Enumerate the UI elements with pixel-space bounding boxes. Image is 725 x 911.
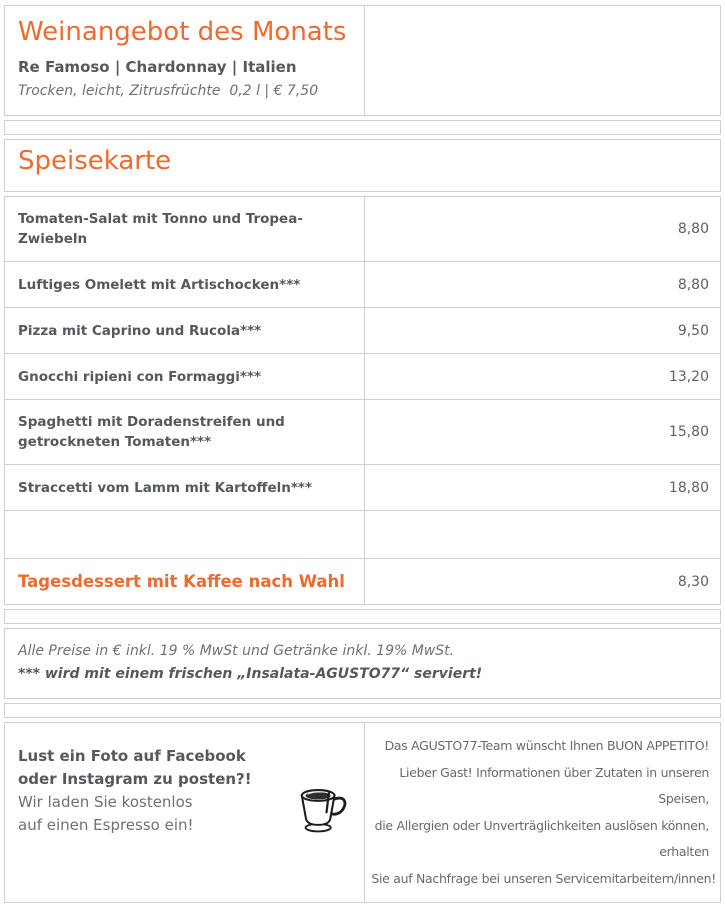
menu-title: Speisekarte [18,146,172,176]
dish-name: Pizza mit Caprino und Rucola*** [5,308,365,353]
dish-name: Tomaten-Salat mit Tonno und Tropea-Zwiebeln [5,197,365,261]
salad-note: *** wird mit einem frischen „Insalata-AGUSTO77“ serviert! [18,666,483,682]
dish-price: 9,50 [677,322,709,339]
social-invite-line-4: auf einen Espresso ein! [18,816,194,834]
table-row [5,261,720,307]
table-row [5,464,720,510]
dish-name: Luftiges Omelett mit Artischocken*** [5,262,365,307]
spacer-row [4,120,721,135]
dish-price: 8,80 [677,221,709,237]
dish-name [5,511,365,558]
wine-offer-title: Weinangebot des Monats [18,17,347,47]
table-row [5,197,720,261]
spacer-row [4,609,721,624]
social-invite-line-3: Wir laden Sie kostenlos [18,793,193,811]
dish-name: Gnocchi ripieni con Formaggi*** [5,354,365,399]
table-row [5,307,720,353]
wine-offer-section [4,5,721,116]
team-message-line: die Allergien oder Unverträglichkeiten auslösen können, [374,817,709,833]
team-message-line: Das AGUSTO77-Team wünscht Ihnen BUON APPETITO! [384,738,709,753]
wine-offer-empty-cell [365,6,720,115]
footer-section [4,722,721,903]
wine-description: Trocken, leicht, Zitrusfrüchte 0,2 l | € 7,50 [18,83,319,99]
espresso-cup-icon [292,783,348,835]
table-row [5,399,720,464]
team-message-line: Lieber Gast! Informationen über Zutaten in unseren [399,764,709,780]
price-notes-section [4,628,721,699]
dish-name: Spaghetti mit Doradenstreifen und getrockneten Tomaten*** [5,400,365,464]
dish-name: Straccetti vom Lamm mit Kartoffeln*** [5,465,365,510]
team-message-cell [365,723,720,902]
menu-heading-section [4,139,721,192]
menu-table [4,196,721,605]
table-row-empty [5,510,720,558]
wine-name: Re Famoso | Chardonnay | Italien [18,58,297,76]
dessert-price: 8,30 [677,573,709,590]
team-message-line: erhalten [659,844,709,859]
vat-note: Alle Preise in € inkl. 19 % MwSt und Getränke inkl. 19% MwSt. [18,643,455,659]
table-row-dessert [5,558,720,604]
dessert-name: Tagesdessert mit Kaffee nach Wahl [5,559,365,604]
dish-price [365,511,720,558]
dish-price: 18,80 [668,479,709,496]
dish-price: 8,80 [677,276,709,293]
team-message-line: Sie auf Nachfrage bei unseren Servicemitarbeitern/innen! [371,870,716,886]
dish-price: 15,80 [668,424,709,440]
social-invite-cell [5,723,365,902]
social-invite-line-2: oder Instagram zu posten?! [18,770,252,788]
team-message-line: Speisen, [658,791,709,806]
table-row [5,353,720,399]
spacer-row [4,703,721,718]
dish-price: 13,20 [668,368,709,385]
wine-offer-cell [5,6,365,115]
social-invite-line-1: Lust ein Foto auf Facebook [18,747,246,765]
